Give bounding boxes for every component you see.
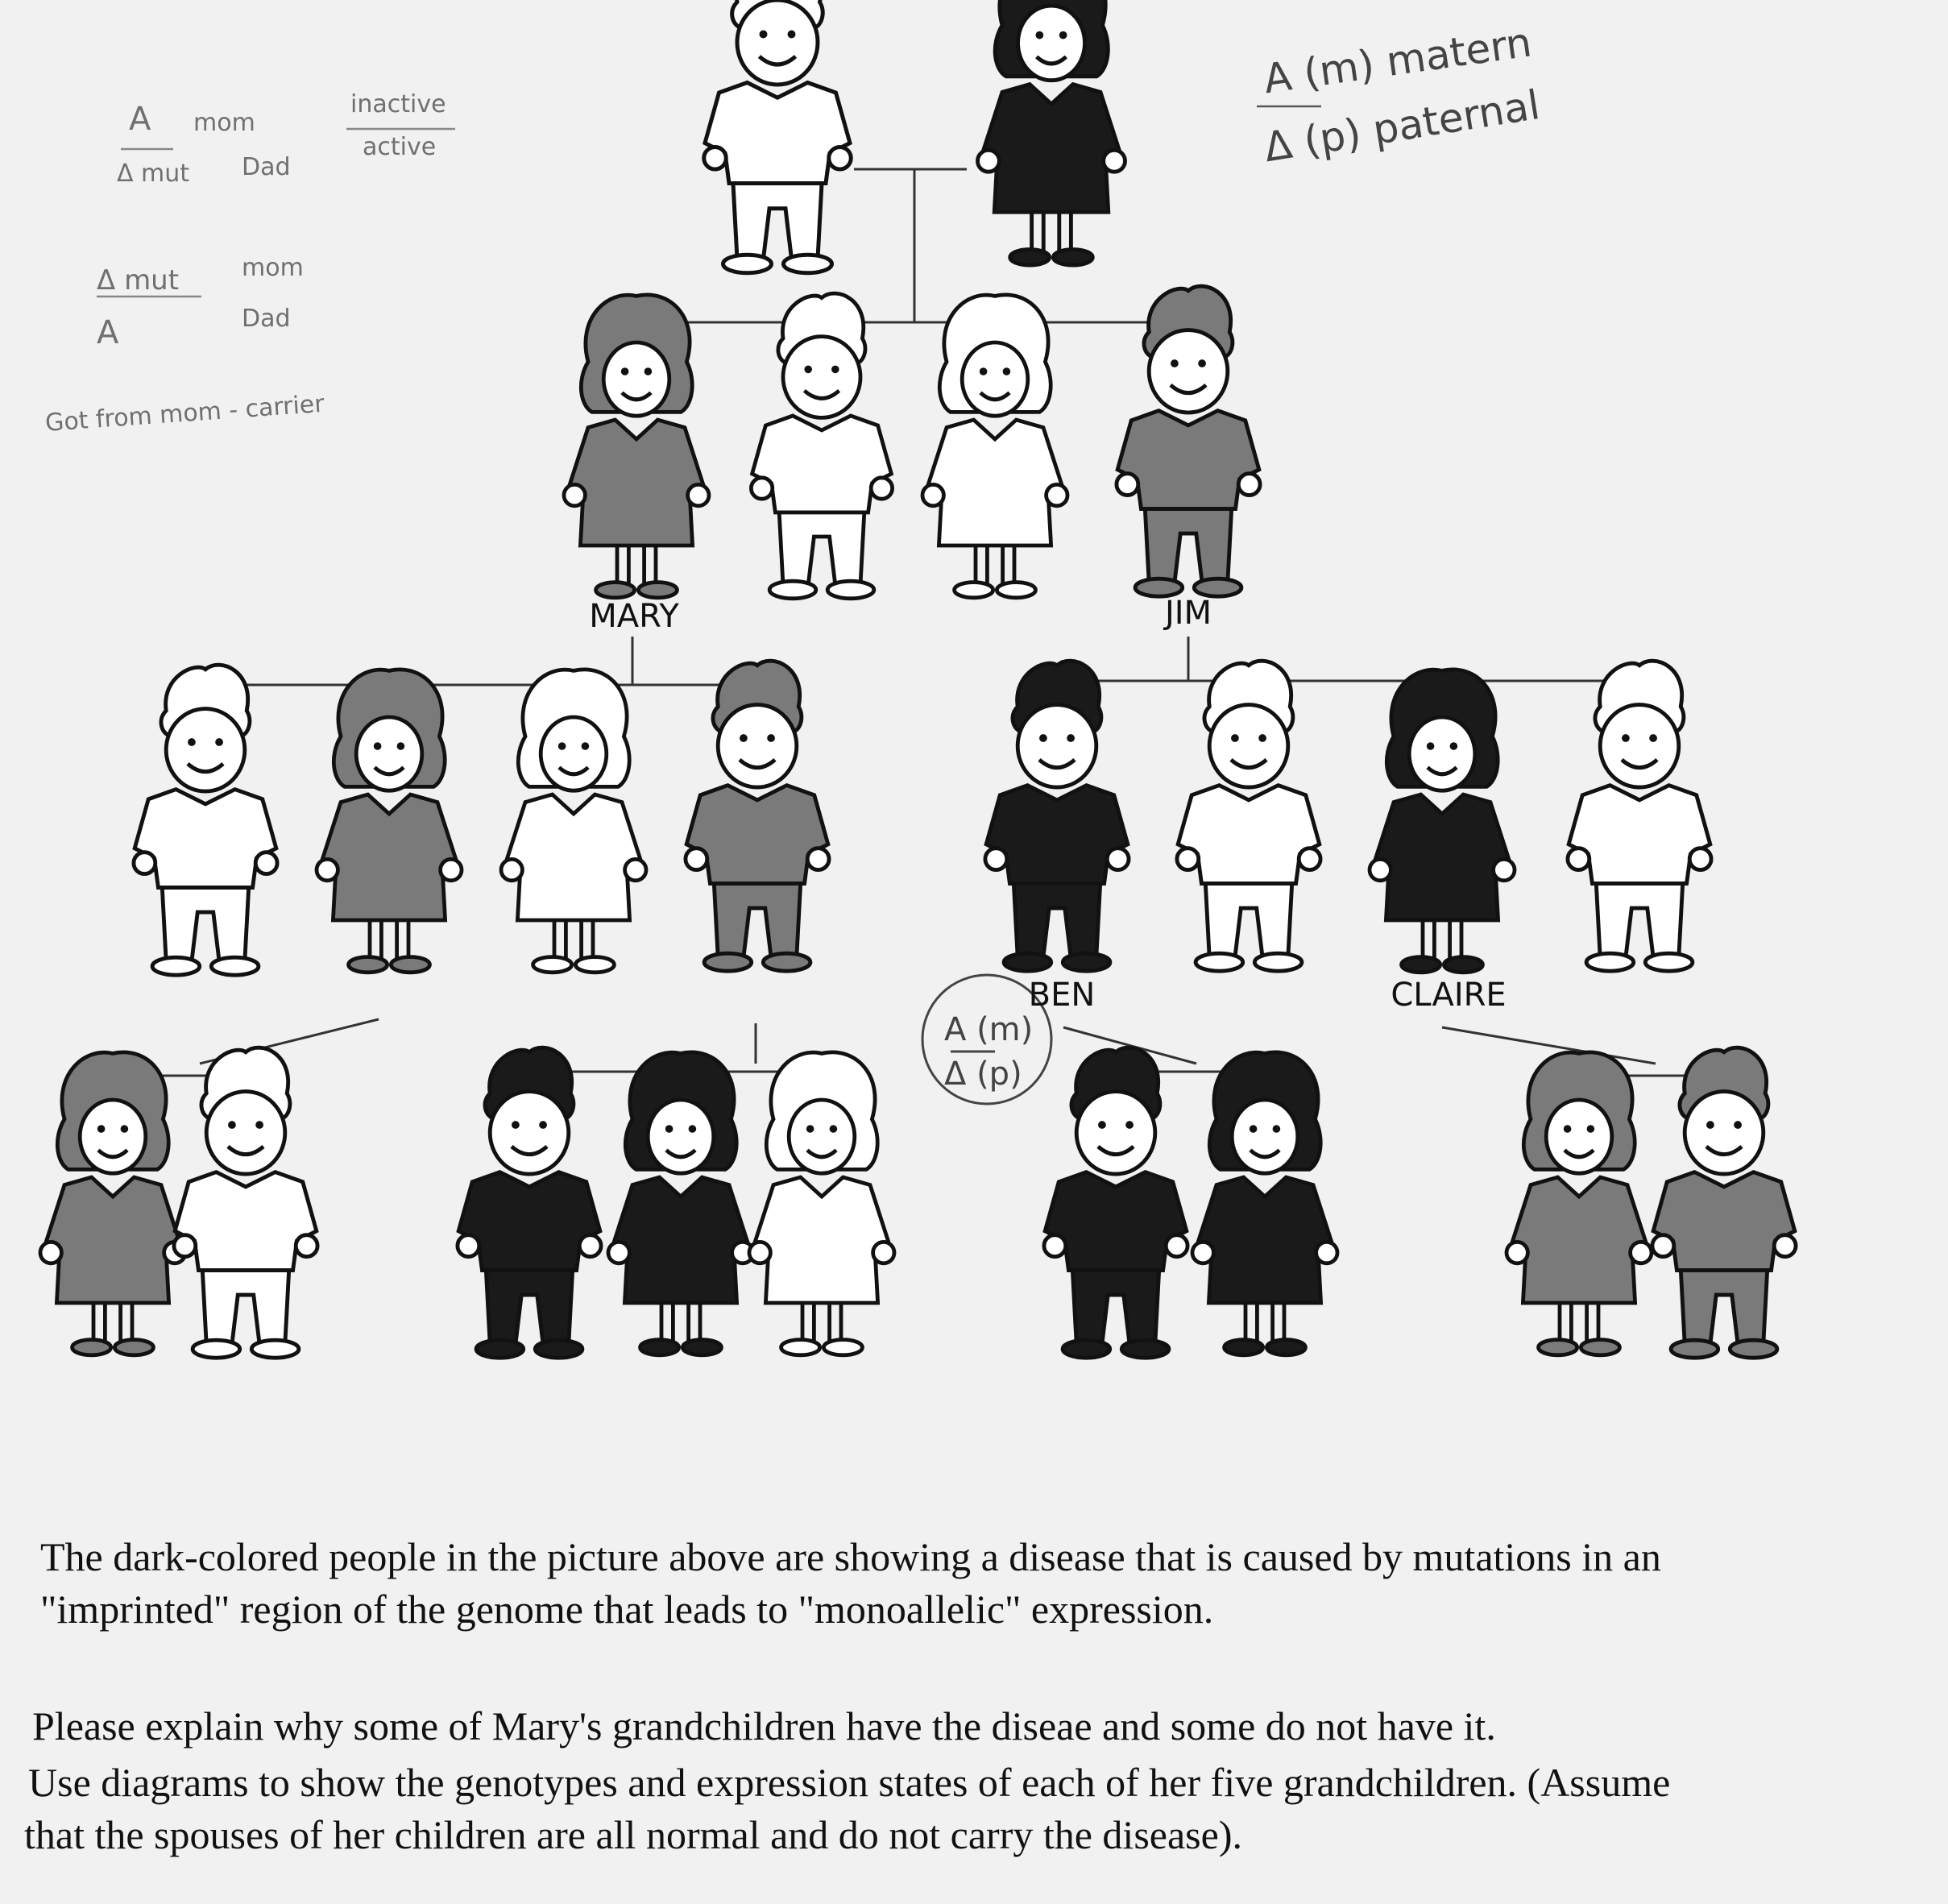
name-label-jim: JIM	[1164, 595, 1212, 632]
person-ggc4	[608, 1052, 753, 1355]
person-claire	[1370, 670, 1515, 973]
person-ggc2	[174, 1047, 317, 1358]
person-mary-child4	[686, 661, 829, 971]
person-father	[704, 0, 852, 273]
person-mary	[564, 295, 709, 598]
note-a-dad: A	[97, 314, 119, 351]
name-label-claire: CLAIRE	[1391, 977, 1507, 1014]
person-ggc7	[1192, 1052, 1337, 1355]
person-child2	[751, 293, 892, 599]
person-ggc8	[1507, 1052, 1652, 1355]
caption-line-3: Please explain why some of Mary's grandchildren have the diseae and some do not have it.	[32, 1703, 1496, 1748]
note-ben-paternal: Δ (p)	[944, 1056, 1022, 1093]
note-delta-mut-2: Δ mut	[97, 264, 180, 297]
caption-line-5: that the spouses of her children are all normal and do not carry the disease).	[24, 1812, 1242, 1857]
person-jim	[1117, 286, 1260, 596]
note-mom-1: mom	[193, 109, 255, 137]
person-ggc6	[1044, 1047, 1187, 1358]
person-ben	[985, 661, 1129, 971]
note-a-mom: A	[129, 101, 151, 138]
note-delta-mut-1: Δ mut	[117, 160, 190, 188]
person-ggc3	[458, 1047, 601, 1358]
note-dad-2: Dad	[242, 305, 291, 333]
person-ggc5	[749, 1052, 894, 1355]
caption-line-4: Use diagrams to show the genotypes and expression states of each of her five grandchildren. (Assume	[28, 1760, 1671, 1805]
note-paternal: Δ (p) paternal	[1261, 81, 1544, 172]
people	[40, 0, 1796, 1358]
person-mother	[978, 0, 1125, 265]
person-mary-child2	[317, 670, 462, 973]
note-active: active	[363, 133, 437, 161]
caption-line-1: The dark-colored people in the picture above are showing a disease that is caused by mutations in an	[40, 1534, 1661, 1579]
note-ben-maternal: A (m)	[944, 1011, 1034, 1048]
person-ggc1	[40, 1052, 185, 1355]
person-child3	[922, 295, 1067, 598]
caption-line-2: "imprinted" region of the genome that leads to "monoallelic" expression.	[40, 1587, 1214, 1632]
name-label-ben: BEN	[1028, 977, 1096, 1014]
note-inactive: inactive	[350, 90, 446, 118]
note-got-from-mom: Got from mom - carrier	[44, 389, 325, 438]
person-jim-child2	[1177, 661, 1320, 971]
name-label-mary: MARY	[589, 598, 679, 635]
note-dad-1: Dad	[242, 153, 291, 181]
note-mom-2: mom	[242, 254, 304, 282]
person-ggc9	[1652, 1047, 1796, 1358]
person-jim-child4	[1568, 661, 1711, 971]
person-mary-child3	[501, 670, 646, 973]
note-maternal: A (m) matern	[1261, 19, 1535, 103]
person-mary-child1	[134, 665, 277, 975]
